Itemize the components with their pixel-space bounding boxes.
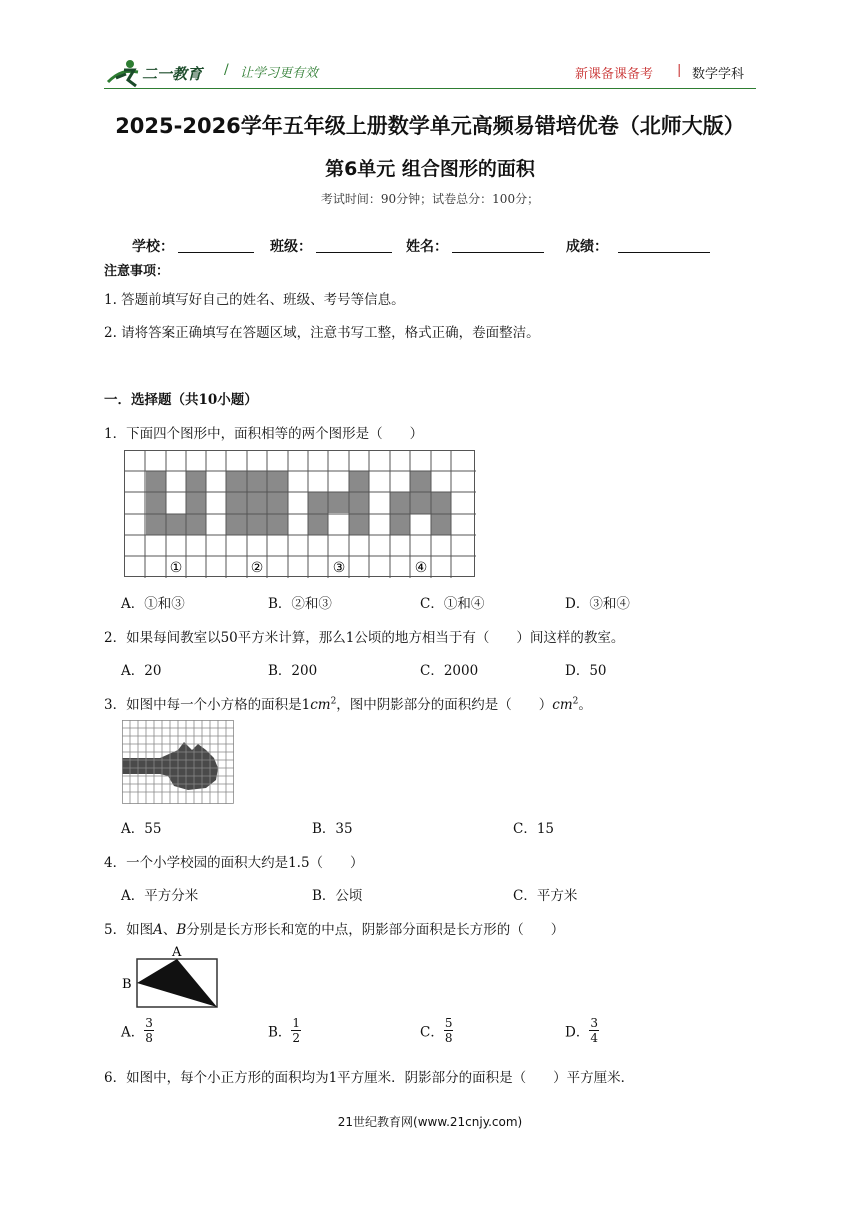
slogan: 让学习更有效 (240, 66, 319, 81)
q2-option-c[interactable]: C．2000 (420, 663, 479, 679)
q3-option-b[interactable]: B．35 (312, 821, 353, 837)
unit-title: 第6单元 组合图形的面积 (325, 158, 535, 180)
logo-text: 二一教育 (142, 65, 203, 83)
section-heading: 一．选择题（共10小题） (104, 392, 258, 408)
question-2-stem: 2．如果每间教室以50平方米计算，那么1公顷的地方相当于有（ ）间这样的教室。 (104, 630, 625, 646)
q5-option-c[interactable]: C． $\frac{5}{8}$ (420, 1016, 453, 1045)
question-3-stem: 3．如图中每一个小方格的面积是$1cm^2$，图中阴影部分的面积约是（ ）$cm^2$。 (104, 696, 592, 713)
q3-grid-figure (122, 720, 234, 804)
point-a-label: A (172, 945, 182, 960)
footer-text: 21世纪教育网(www.21cnjy.com) (337, 1115, 523, 1129)
figure-label-1: ① (169, 560, 183, 576)
q5-rectangle-figure (120, 944, 220, 1010)
school-blank[interactable] (178, 252, 254, 253)
q5-option-b[interactable]: B． $\frac{1}{2}$ (268, 1016, 301, 1045)
header-right-label: 新课备课备考 (575, 67, 654, 82)
q3-option-c[interactable]: C．15 (513, 821, 555, 837)
name-label: 姓名： (406, 239, 448, 255)
q5-option-a[interactable]: A． $\frac{3}{8}$ (121, 1016, 153, 1045)
q2-option-b[interactable]: B．200 (268, 663, 318, 679)
q4-option-c[interactable]: C．平方米 (513, 888, 578, 904)
point-b-label: B (122, 977, 132, 992)
score-label: 成绩： (566, 239, 608, 255)
q2-option-a[interactable]: A．20 (121, 663, 162, 679)
name-blank[interactable] (452, 252, 544, 253)
q1-option-b[interactable]: B．②和③ (268, 596, 332, 612)
class-blank[interactable] (316, 252, 392, 253)
page-title: 2025-2026学年五年级上册数学单元高频易错培优卷（北师大版） (115, 114, 745, 138)
q5-option-d[interactable]: D． $\frac{3}{4}$ (565, 1016, 598, 1045)
subject-label: 数学学科 (692, 67, 745, 82)
score-blank[interactable] (618, 252, 710, 253)
figure-label-3: ③ (332, 560, 346, 576)
question-1-stem: 1．下面四个图形中，面积相等的两个图形是（ ） (104, 426, 424, 442)
q4-option-a[interactable]: A．平方分米 (121, 888, 199, 904)
question-5-stem: 5．如图A、B分别是长方形长和宽的中点，阴影部分面积是长方形的（ ） (104, 922, 565, 938)
notice-item: 1. 答题前填写好自己的姓名、班级、考号等信息。 (104, 292, 405, 308)
q1-grid-figure (124, 450, 476, 578)
q3-option-a[interactable]: A．55 (121, 821, 162, 837)
header-separator: / (224, 62, 229, 78)
q2-option-d[interactable]: D．50 (565, 663, 607, 679)
notice-heading: 注意事项： (104, 264, 170, 279)
question-4-stem: 4．一个小学校园的面积大约是1.5（ ） (104, 855, 364, 871)
notice-item: 2. 请将答案正确填写在答题区域，注意书写工整，格式正确，卷面整洁。 (104, 325, 540, 341)
q4-option-b[interactable]: B．公顷 (312, 888, 363, 904)
figure-label-4: ④ (414, 560, 428, 576)
class-label: 班级： (270, 239, 312, 255)
q1-option-a[interactable]: A．①和③ (121, 596, 185, 612)
q1-option-c[interactable]: C．①和④ (420, 596, 485, 612)
school-label: 学校： (132, 239, 174, 255)
header-divider (104, 88, 756, 89)
question-6-stem: 6．如图中，每个小正方形的面积均为1平方厘米．阴影部分的面积是（ ）平方厘米． (104, 1070, 635, 1086)
exam-info: 考试时间：90分钟；试卷总分：100分； (320, 192, 540, 206)
figure-label-2: ② (250, 560, 264, 576)
q1-option-d[interactable]: D．③和④ (565, 596, 630, 612)
header-right-separator: | (677, 63, 682, 78)
